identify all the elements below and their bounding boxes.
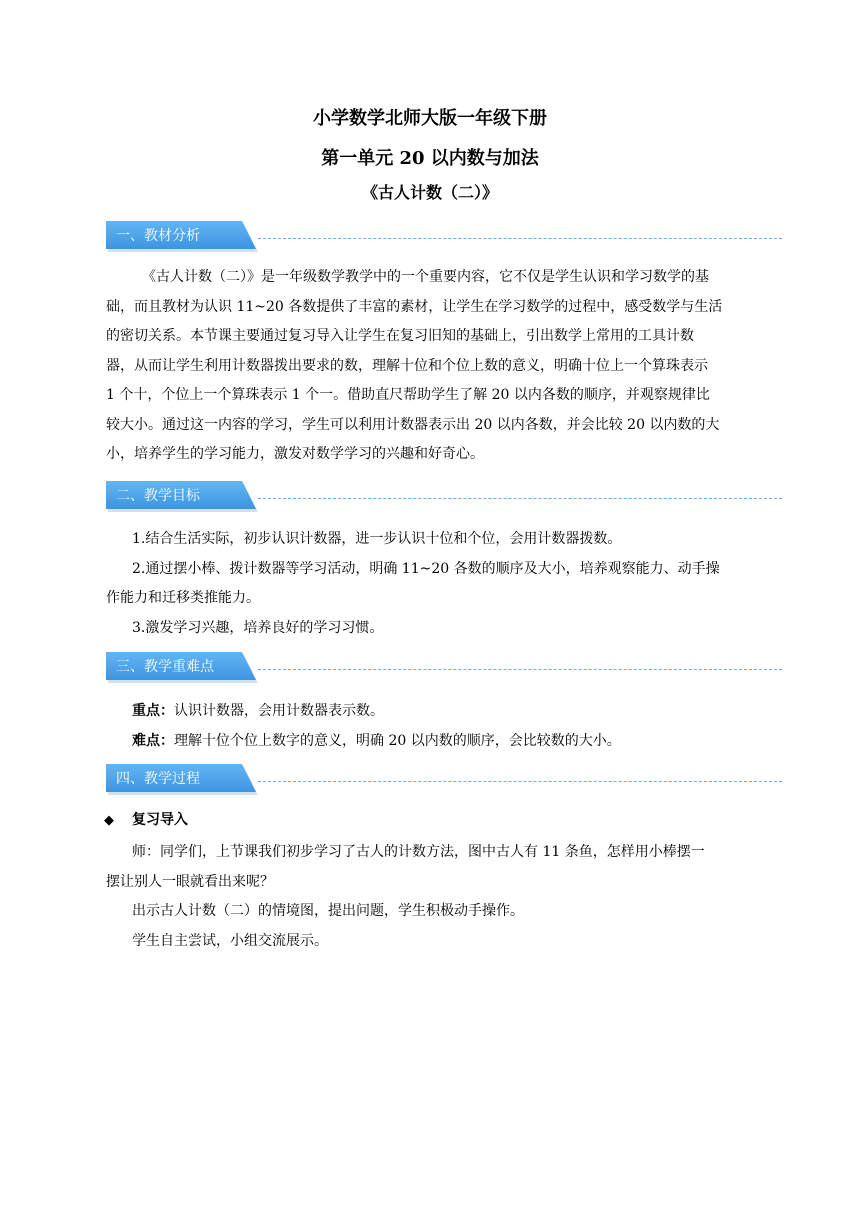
difficulty-text: 理解十位个位上数字的意义，明确 20 以内数的顺序，会比较数的大小。	[174, 732, 621, 749]
text-line: 学生自主尝试，小组交流展示。	[132, 932, 328, 949]
key-point-text: 认识计数器，会用计数器表示数。	[174, 703, 384, 719]
dashed-divider	[258, 238, 782, 239]
text-line: 出示古人计数（二）的情境图，提出问题，学生积极动手操作。	[132, 903, 524, 919]
unit-title: 第一单元 20 以内数与加法	[321, 148, 539, 169]
text-line: 础，而且教材为认识 11~20 各数提供了丰富的素材，让学生在学习数学的过程中，感受数学与生活	[106, 298, 723, 315]
key-point-line	[132, 697, 762, 727]
text-line: 摆让别人一眼就看出来呢？	[106, 873, 274, 890]
dashed-divider	[258, 781, 782, 782]
section-label: 三、教学重难点	[116, 659, 214, 675]
section-header-key-points	[106, 652, 782, 682]
process-paragraph	[106, 838, 766, 956]
dashed-divider	[258, 669, 782, 670]
text-line: 较大小。通过这一内容的学习，学生可以利用计数器表示出 20 以内各数，并会比较 20 以内数的大	[106, 416, 720, 433]
section-label: 二、教学目标	[116, 488, 200, 504]
section-label: 四、教学过程	[116, 771, 200, 787]
doc-title: 小学数学北师大版一年级下册	[313, 108, 547, 129]
text-line: 1 个十，个位上一个算珠表示 1 个一。借助直尺帮助学生了解 20 以内各数的顺序，并观察规律比	[106, 387, 710, 403]
process-subheading: 复习导入	[132, 812, 188, 828]
lesson-title: 《古人计数（二）》	[361, 183, 498, 202]
objective-item: 2.通过摆小棒、拨计数器等学习活动，明确 11~20 各数的顺序及大小，培养观察能力、动手操	[132, 560, 720, 577]
text-line: 的密切关系。本节课主要通过复习导入让学生在复习旧知的基础上，引出数学上常用的工具计数	[106, 328, 694, 344]
key-points-paragraph	[132, 697, 762, 756]
objectives-paragraph	[106, 525, 766, 643]
section-header-analysis	[106, 221, 782, 251]
section-label: 一、教材分析	[116, 228, 200, 244]
key-point-label: 重点：	[132, 703, 174, 719]
difficulty-label: 难点：	[132, 732, 174, 749]
text-line: 师：同学们，上节课我们初步学习了古人的计数方法，图中古人有 11 条鱼，怎样用小棒摆一	[132, 844, 705, 860]
analysis-paragraph	[106, 263, 766, 470]
text-line: 器，从而让学生利用计数器拨出要求的数，理解十位和个位上数的意义，明确十位上一个算珠表示	[106, 357, 708, 374]
diamond-bullet-icon: ◆	[104, 813, 114, 828]
difficulty-line	[132, 727, 762, 757]
objective-item: 1.结合生活实际，初步认识计数器，进一步认识十位和个位，会用计数器拨数。	[132, 531, 622, 547]
objective-item: 3.激发学习兴趣，培养良好的学习习惯。	[132, 619, 384, 636]
objective-item-continued: 作能力和迁移类推能力。	[106, 590, 260, 606]
text-line: 小，培养学生的学习能力，激发对数学学习的兴趣和好奇心。	[106, 446, 484, 462]
dashed-divider	[258, 498, 782, 499]
text-line: 《古人计数（二）》是一年级数学教学中的一个重要内容，它不仅是学生认识和学习数学的基	[142, 269, 709, 285]
section-header-objectives	[106, 481, 782, 511]
section-header-process	[106, 764, 782, 794]
